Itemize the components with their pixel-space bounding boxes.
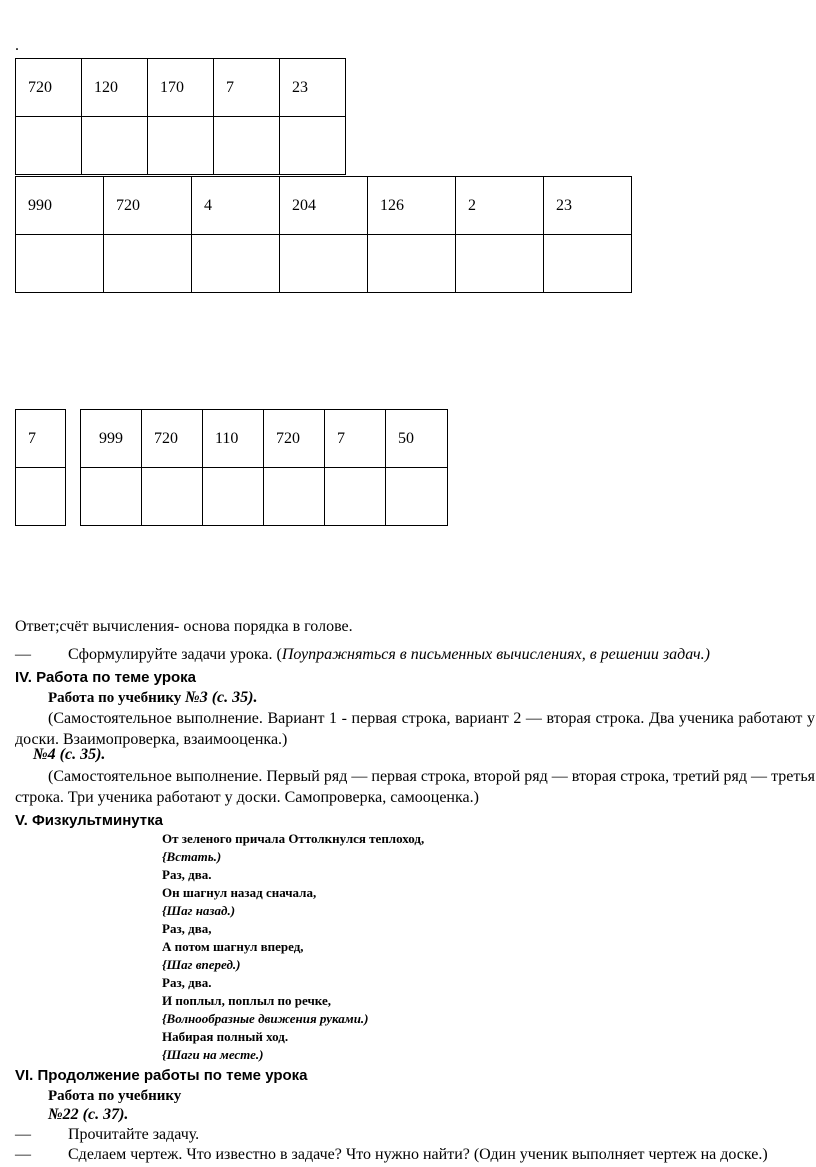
table-cell: 126 bbox=[368, 177, 456, 235]
number-table-1 bbox=[15, 58, 346, 175]
stray-dot: . bbox=[15, 37, 19, 54]
poem-line: Раз, два. bbox=[162, 975, 212, 990]
table-cell: 999 bbox=[81, 410, 142, 468]
table-cell: 23 bbox=[280, 59, 346, 117]
exercise-number-22: №22 (с. 37). bbox=[48, 1106, 129, 1123]
number-table-2 bbox=[15, 176, 632, 293]
formulate-dash: — bbox=[15, 646, 31, 663]
section-4-heading: IV. Работа по теме урока bbox=[15, 669, 196, 686]
poem-line: {Шаги на месте.) bbox=[162, 1047, 264, 1062]
table-cell: 110 bbox=[203, 410, 264, 468]
table-row bbox=[81, 468, 448, 526]
formulate-italic: Поупражняться в письменных вычислениях, в решении задач.) bbox=[281, 646, 710, 663]
answer-cell[interactable] bbox=[456, 235, 544, 293]
answer-cell[interactable] bbox=[82, 117, 148, 175]
poem-line: И поплыл, поплыл по речке, bbox=[162, 993, 331, 1008]
table-cell: 720 bbox=[104, 177, 192, 235]
table-cell: 7 bbox=[214, 59, 280, 117]
table-cell: 720 bbox=[264, 410, 325, 468]
answer-cell[interactable] bbox=[386, 468, 448, 526]
table-cell: 2 bbox=[456, 177, 544, 235]
poem bbox=[162, 831, 424, 1065]
answer-cell[interactable] bbox=[16, 468, 66, 526]
table-cell: 204 bbox=[280, 177, 368, 235]
table-cell: 990 bbox=[16, 177, 104, 235]
formulate-text: Сформулируйте задачи урока. ( bbox=[68, 646, 282, 663]
table-cell: 23 bbox=[544, 177, 632, 235]
poem-line: Он шагнул назад сначала, bbox=[162, 885, 317, 900]
answer-cell[interactable] bbox=[214, 117, 280, 175]
table-row bbox=[16, 410, 66, 468]
table-row bbox=[16, 235, 632, 293]
table-cell: 120 bbox=[82, 59, 148, 117]
answer-cell[interactable] bbox=[142, 468, 203, 526]
answer-cell[interactable] bbox=[203, 468, 264, 526]
table-cell: 50 bbox=[386, 410, 448, 468]
poem-line: Раз, два, bbox=[162, 921, 212, 936]
table-row bbox=[16, 177, 632, 235]
answer-cell[interactable] bbox=[192, 235, 280, 293]
table-cell: 7 bbox=[325, 410, 386, 468]
poem-line: {Волнообразные движения руками.) bbox=[162, 1011, 369, 1026]
section-5-heading: V. Физкультминутка bbox=[15, 812, 163, 829]
exercise-number-4: №4 (с. 35). bbox=[33, 746, 106, 763]
number-table-3a bbox=[15, 409, 66, 526]
table-row bbox=[81, 410, 448, 468]
section-6-heading: VI. Продолжение работы по теме урока bbox=[15, 1067, 308, 1084]
item-dash: — bbox=[15, 1126, 31, 1143]
exercise-number: №3 (с. 35). bbox=[185, 689, 258, 706]
poem-line: Набирая полный ход. bbox=[162, 1029, 289, 1044]
table-row bbox=[16, 59, 346, 117]
answer-cell[interactable] bbox=[280, 117, 346, 175]
answer-cell[interactable] bbox=[16, 235, 104, 293]
answer-cell[interactable] bbox=[16, 117, 82, 175]
answer-cell[interactable] bbox=[264, 468, 325, 526]
answer-cell[interactable] bbox=[148, 117, 214, 175]
number-table-3b bbox=[80, 409, 448, 526]
section-4-sub bbox=[48, 688, 257, 708]
table-cell: 720 bbox=[16, 59, 82, 117]
table-row bbox=[16, 468, 66, 526]
item-text: Прочитайте задачу. bbox=[68, 1126, 200, 1143]
answer-cell[interactable] bbox=[368, 235, 456, 293]
answer-cell[interactable] bbox=[104, 235, 192, 293]
answer-cell[interactable] bbox=[81, 468, 142, 526]
poem-line: От зеленого причала Оттолкнулся теплоход, bbox=[162, 831, 425, 846]
answer-cell[interactable] bbox=[325, 468, 386, 526]
item-text: Сделаем чертеж. Что известно в задаче? Что нужно найти? (Один ученик выполняет чертеж на доске.) bbox=[68, 1146, 768, 1163]
table-row bbox=[16, 117, 346, 175]
poem-line: {Шаг назад.) bbox=[162, 903, 236, 918]
section-4-para-1: (Самостоятельное выполнение. Вариант 1 - первая строка, вариант 2 — вторая строка. Два ученика работают у доски. Взаимопроверка, взаимооценка.) bbox=[15, 710, 815, 748]
section-4-para-2: (Самостоятельное выполнение. Первый ряд — первая строка, второй ряд — вторая строка, третий ряд — третья строка. Три ученика работают у доски. Самопроверка, самооценка.) bbox=[15, 768, 815, 806]
answer-line: Ответ;счёт вычисления- основа порядка в голове. bbox=[15, 618, 353, 635]
table-cell: 4 bbox=[192, 177, 280, 235]
answer-cell[interactable] bbox=[280, 235, 368, 293]
table-cell: 170 bbox=[148, 59, 214, 117]
item-dash: — bbox=[15, 1146, 31, 1163]
table-cell: 720 bbox=[142, 410, 203, 468]
poem-line: {Шаг вперед.) bbox=[162, 957, 241, 972]
poem-line: Раз, два. bbox=[162, 867, 212, 882]
section-6-sub: Работа по учебнику bbox=[48, 1088, 182, 1104]
answer-cell[interactable] bbox=[544, 235, 632, 293]
table-cell: 7 bbox=[16, 410, 66, 468]
poem-line: А потом шагнул вперед, bbox=[162, 939, 304, 954]
poem-line: {Встать.) bbox=[162, 849, 222, 864]
textbook-label: Работа по учебнику bbox=[48, 690, 186, 706]
formulate-line bbox=[68, 645, 710, 665]
